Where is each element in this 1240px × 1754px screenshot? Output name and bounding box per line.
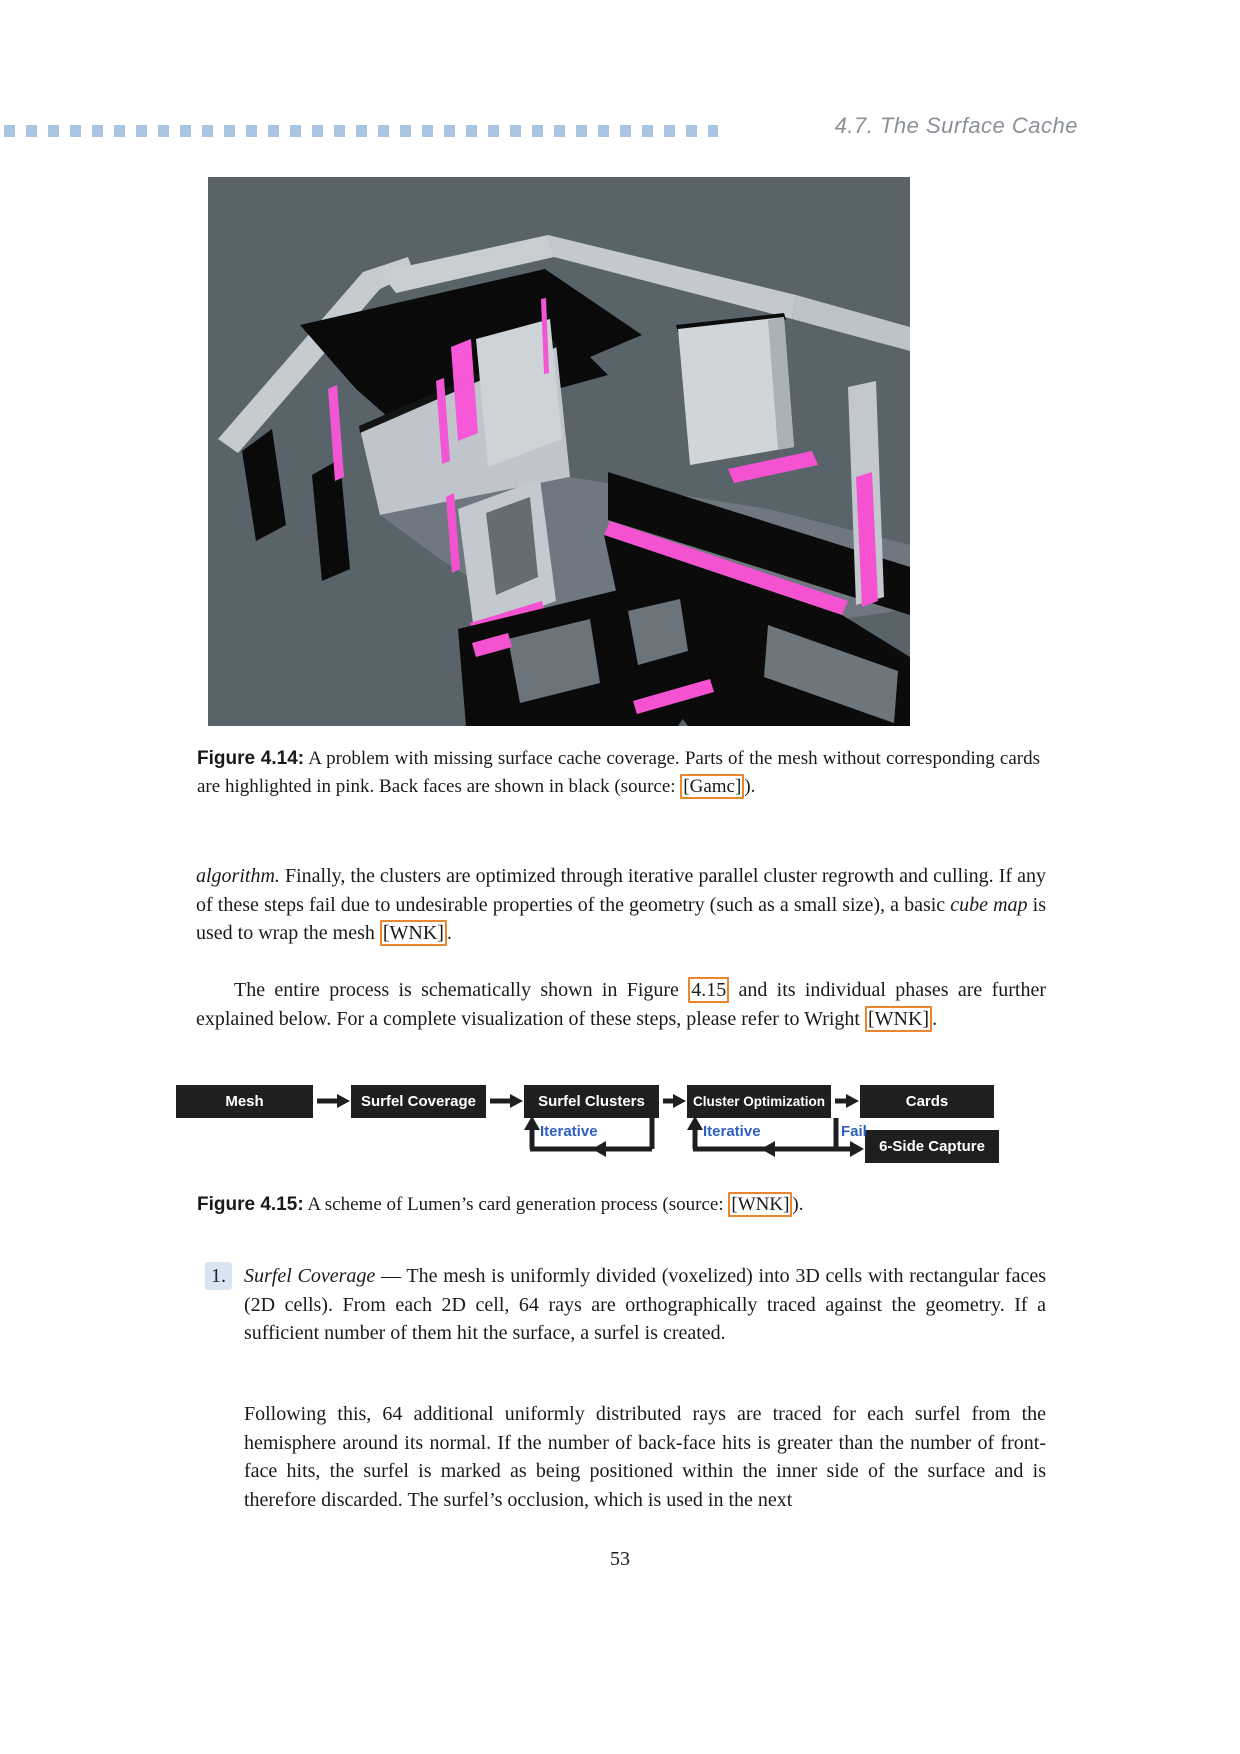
figure-4-14-image — [208, 177, 910, 726]
body-paragraph-2 — [196, 976, 1046, 1033]
diagram-node-cluster-optimization: Cluster Optimization — [687, 1085, 831, 1118]
figure-4-15-caption — [197, 1191, 1040, 1219]
list-item-1-number: 1. — [205, 1262, 232, 1290]
figure-4-15-diagram — [160, 1083, 1005, 1168]
citation-link[interactable]: [WNK] — [865, 1006, 932, 1032]
diagram-label-fail: Fail — [841, 1123, 867, 1140]
text-segment: Surfel Coverage — [244, 1265, 376, 1287]
body-paragraph-1 — [196, 862, 1046, 948]
text-segment: and its individual phases are further explained below. For a complete visualization of these steps, please refer to Wright — [196, 979, 1046, 1030]
diagram-node-surfel-clusters: Surfel Clusters — [524, 1085, 659, 1118]
text-segment: Finally, the clusters are optimized through iterative parallel cluster regrowth and culling. If any of these steps fail due to undesirable properties of the geometry (such as a small size), a basic — [196, 865, 1046, 916]
diagram-node-six-side-capture: 6-Side Capture — [865, 1130, 999, 1163]
list-item-1-paragraph-2: Following this, 64 additional uniformly distributed rays are traced for each surfel from the hemisphere around its normal. If the number of back-face hits is greater than the number of front-face hits, the surfel is marked as being positioned within the inner side of the surface and is therefore discarded. The surfel’s occlusion, which is used in the next — [244, 1403, 1046, 1511]
text-segment: ). — [792, 1194, 804, 1215]
diagram-node-cards: Cards — [860, 1085, 994, 1118]
citation-link[interactable]: 4.15 — [688, 977, 729, 1003]
text-segment: . — [446, 922, 452, 944]
diagram-label-iterative-1: Iterative — [540, 1123, 598, 1140]
text-segment: algorithm. — [196, 865, 280, 887]
page-number: 53 — [610, 1548, 630, 1570]
text-segment: cube map — [950, 893, 1028, 916]
list-item-1-paragraph-1 — [244, 1262, 1046, 1348]
text-segment: Figure 4.15: — [197, 1194, 304, 1215]
text-segment: — The mesh is uniformly divided (voxelized) into 3D cells with rectangular faces (2D cells). From each 2D cell, 64 rays are orthographically traced against the geometry. If a sufficient number of them hit the surface, a surfel is created. — [244, 1265, 1046, 1344]
text-segment: The entire process is schematically shown in Figure — [234, 979, 689, 1001]
diagram-node-surfel-coverage: Surfel Coverage — [351, 1085, 486, 1118]
header-dotted-rule — [4, 125, 718, 137]
figure-4-14-caption — [197, 745, 1040, 801]
diagram-label-iterative-2: Iterative — [703, 1123, 761, 1140]
text-segment: A problem with missing surface cache coverage. Parts of the mesh without corresponding cards are highlighted in pink. Back faces are shown in black (source: — [197, 748, 1040, 797]
header-section-title: 4.7. The Surface Cache — [834, 113, 1078, 138]
text-segment: ). — [744, 776, 756, 797]
text-segment: is used to wrap the mesh — [196, 893, 1046, 944]
text-segment: . — [932, 1007, 938, 1030]
text-segment: Figure 4.14: — [197, 748, 305, 769]
text-segment: A scheme of Lumen’s card generation process (source: — [303, 1194, 729, 1215]
diagram-node-mesh: Mesh — [176, 1085, 313, 1118]
citation-link[interactable]: [Gamc] — [680, 774, 744, 799]
citation-link[interactable]: [WNK] — [728, 1192, 792, 1217]
citation-link[interactable]: [WNK] — [380, 920, 447, 946]
